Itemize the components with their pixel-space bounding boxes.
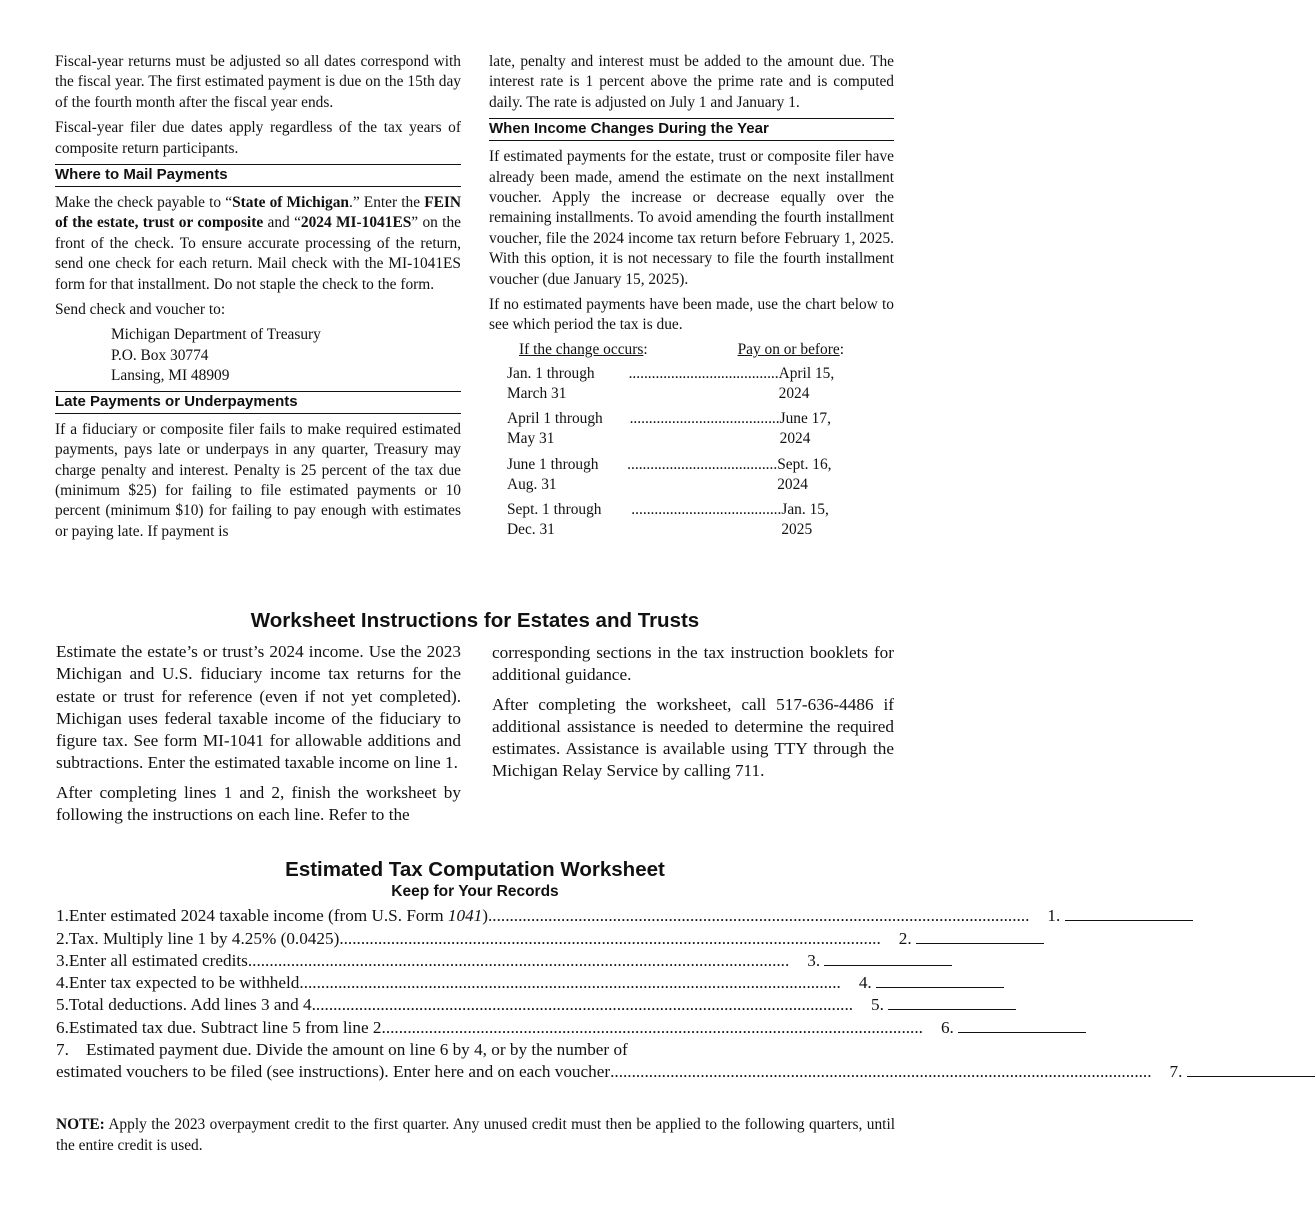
address-line: Michigan Department of Treasury <box>111 326 321 344</box>
worksheet-lines <box>56 904 1183 1082</box>
mailing-address <box>111 325 461 386</box>
worksheet-line: 5. Total deductions. Add lines 3 and 4 .............................................................................................................................. 5. <box>56 993 896 1015</box>
instructions-left-column <box>56 641 461 833</box>
worksheet-instructions-title: Worksheet Instructions for Estates and Trusts <box>250 609 700 632</box>
due-date-chart <box>507 340 849 546</box>
worksheet-title: Estimated Tax Computation Worksheet <box>285 858 665 881</box>
worksheet-line: 6. Estimated tax due. Subtract line 5 from line 2 .............................................................................................................................. 6. <box>56 1015 896 1037</box>
mail-payments-paragraph: Make the check payable to “State of Michigan.” Enter the FEIN of the estate, trust or composite and “2024 MI-1041ES” on the front of the check. To ensure accurate processing of the return, send one check for each return. Mail check with the MI-1041ES form for that installment. Do not staple the check to the form. <box>55 194 462 293</box>
line-entry-field[interactable] <box>876 971 1004 988</box>
right-column <box>489 52 894 341</box>
instructions-paragraph: Estimate the estate’s or trust’s 2024 income. Use the 2023 Michigan and U.S. fiduciary income tax returns for the estate or trust for reference (even if not yet completed). Michigan uses federal taxable income of the fiduciary to figure tax. See form MI-1041 for allowable additions and subtractions. Enter the estimated taxable income on line 1. <box>56 642 461 773</box>
fiscal-year-filer-paragraph: Fiscal-year filer due dates apply regardless of the tax years of composite return participants. <box>55 119 461 157</box>
instructions-paragraph: After completing lines 1 and 2, finish the worksheet by following the instructions on each line. Refer to the <box>56 782 461 825</box>
assistance-paragraph: After completing the worksheet, call 517-636-4486 if additional assistance is needed to determine the required estimates. Assistance is available using TTY through the Michigan Relay Service by calling 711. <box>492 694 894 781</box>
worksheet-subtitle: Keep for Your Records <box>391 883 559 900</box>
instructions-paragraph: corresponding sections in the tax instruction booklets for additional guidance. <box>492 643 894 685</box>
address-line: Lansing, MI 48909 <box>111 367 230 385</box>
chart-row: Sept. 1 through Dec. 31 ....................................... Jan. 15, 2025 <box>507 501 829 539</box>
instructions-right-column <box>492 642 894 790</box>
chart-header: If the change occurs: Pay on or before: <box>519 341 844 358</box>
pay-on-or-before-header: Pay on or before <box>737 341 840 358</box>
line-entry-field[interactable] <box>1065 904 1193 921</box>
note-paragraph: NOTE: Apply the 2023 overpayment credit to the first quarter. Any unused credit must then be applied to the following quarters, until the entire credit is used. <box>56 1116 895 1154</box>
late-payments-heading: Late Payments or Underpayments <box>55 391 461 414</box>
fiscal-year-paragraph: Fiscal-year returns must be adjusted so all dates correspond with the fiscal year. The first estimated payment is due on the 15th day of the fourth month after the fiscal year ends. <box>55 53 461 111</box>
where-to-mail-heading: Where to Mail Payments <box>55 164 461 187</box>
worksheet-line-continuation: estimated vouchers to be filed (see instructions). Enter here and on each voucher .............................................................................................................................. 7. <box>56 1060 896 1082</box>
income-changes-paragraph: If estimated payments for the estate, trust or composite filer have already been made, amend the estimate on the next installment voucher. Apply the increase or decrease equally over the remaining installments. To avoid amending the fourth installment voucher, file the 2024 income tax return before February 1, 2025. With this option, it is not necessary to file the fourth installment voucher (due January 15, 2025). <box>489 148 894 288</box>
worksheet-line: 7. Estimated payment due. Divide the amount on line 6 by 4, or by the number of <box>56 1040 628 1060</box>
send-to-label: Send check and voucher to: <box>55 301 226 319</box>
line-entry-field[interactable] <box>958 1016 1086 1033</box>
left-column <box>55 52 461 547</box>
line-entry-field[interactable] <box>916 927 1044 944</box>
change-occurs-header: If the change occurs <box>519 341 644 358</box>
interest-paragraph: late, penalty and interest must be added to the amount due. The interest rate is 1 percent above the prime rate and is computed daily. The rate is adjusted on July 1 and January 1. <box>489 53 894 111</box>
worksheet-line: 3. Enter all estimated credits .............................................................................................................................. 3. <box>56 949 896 971</box>
line-entry-field[interactable] <box>1187 1060 1315 1077</box>
worksheet-line: 2. Tax. Multiply line 1 by 4.25% (0.0425) .............................................................................................................................. 2. <box>56 926 896 948</box>
late-payments-paragraph: If a fiduciary or composite filer fails to make required estimated payments, pays late or underpays in any quarter, Treasury may charge penalty and interest. Penalty is 25 percent of the tax due (minimum $25) for failing to file estimated payments or 10 percent (minimum $10) for failing to pay enough with estimates or paying late. If payment is <box>55 420 461 540</box>
income-changes-heading: When Income Changes During the Year <box>489 118 894 141</box>
line-entry-field[interactable] <box>824 949 952 966</box>
no-payments-paragraph: If no estimated payments have been made, use the chart below to see which period the tax is due. <box>489 296 894 334</box>
chart-row: April 1 through May 31 ....................................... June 17, 2024 <box>507 410 831 448</box>
chart-row: June 1 through Aug. 31 ....................................... Sept. 16, 2024 <box>507 455 832 493</box>
address-line: P.O. Box 30774 <box>111 346 209 364</box>
worksheet-line: 1. Enter estimated 2024 taxable income (from U.S. Form 1041) .............................................................................................................................. 1. <box>56 904 896 926</box>
line-entry-field[interactable] <box>888 993 1016 1010</box>
worksheet-line: 4. Enter tax expected to be withheld .............................................................................................................................. 4. <box>56 971 896 993</box>
chart-row: Jan. 1 through March 31 ....................................... April 15, 2024 <box>507 365 835 402</box>
